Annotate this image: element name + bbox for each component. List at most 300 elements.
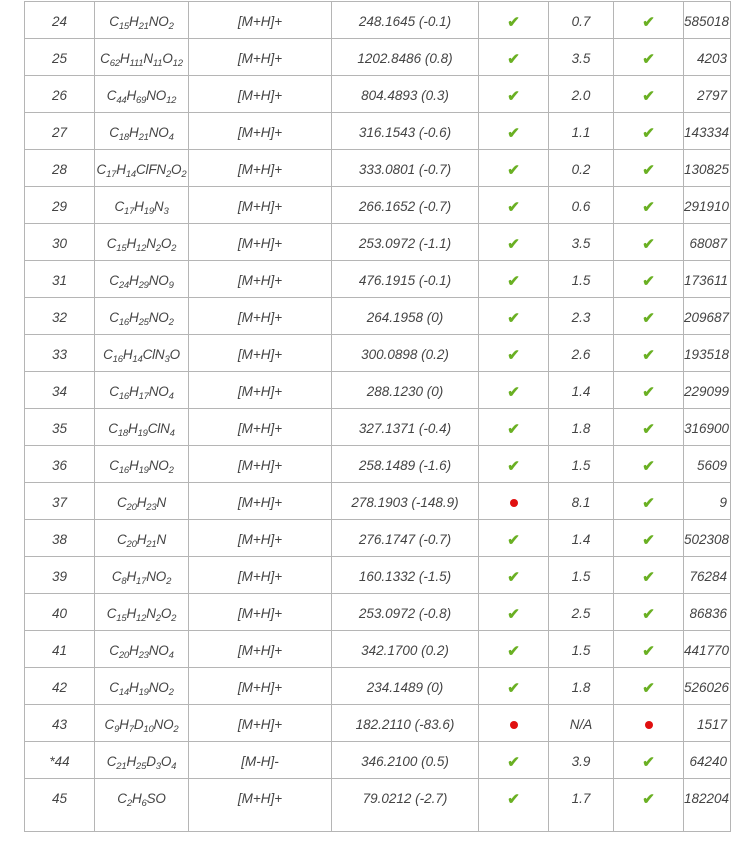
formula-element: C bbox=[114, 199, 124, 214]
compound-number: 32 bbox=[51, 310, 68, 325]
formula-subscript: 44 bbox=[116, 95, 127, 106]
measured-mass: 182.2110 (-83.6) bbox=[355, 717, 455, 732]
compound-id-cell bbox=[684, 446, 731, 483]
retention-value: 2.6 bbox=[571, 347, 591, 362]
retention-value-cell bbox=[549, 742, 614, 779]
checkmark-icon: ✔ bbox=[507, 51, 520, 68]
formula-element: H bbox=[116, 162, 126, 177]
rt-status bbox=[614, 335, 683, 363]
checkmark-icon: ✔ bbox=[642, 88, 655, 105]
formula-subscript: 19 bbox=[138, 687, 149, 698]
compound-number: 38 bbox=[51, 532, 68, 547]
formula-element: C bbox=[117, 791, 127, 806]
compound-id-cell bbox=[684, 335, 731, 372]
formula-element: C bbox=[109, 310, 119, 325]
table-row bbox=[25, 2, 731, 39]
rt-status bbox=[614, 409, 683, 437]
formula-subscript: 3 bbox=[164, 354, 170, 365]
red-dot-icon bbox=[510, 499, 518, 507]
formula-element: N bbox=[156, 532, 167, 547]
formula-element: N bbox=[146, 606, 156, 621]
retention-value: 1.1 bbox=[571, 125, 591, 140]
compound-id: 585018 bbox=[684, 14, 730, 29]
compound-number-cell bbox=[25, 2, 95, 39]
measured-mass: 258.1489 (-1.6) bbox=[358, 458, 452, 473]
molecular-formula bbox=[95, 705, 188, 735]
rt-status-cell bbox=[614, 594, 684, 631]
compound-number-cell bbox=[25, 372, 95, 409]
formula-subscript: 2 bbox=[173, 724, 179, 735]
retention-value-cell bbox=[549, 335, 614, 372]
mass-status-cell bbox=[479, 187, 549, 224]
formula-subscript: 6 bbox=[141, 798, 147, 809]
compound-id-cell bbox=[684, 2, 731, 39]
molecular-formula bbox=[95, 113, 188, 143]
formula-subscript: 3 bbox=[163, 206, 169, 217]
measured-mass: 276.1747 (-0.7) bbox=[358, 532, 452, 547]
formula-cell bbox=[95, 779, 189, 832]
rt-status bbox=[614, 705, 683, 732]
mass-status-cell bbox=[479, 446, 549, 483]
rt-status bbox=[614, 150, 683, 178]
formula-element: H bbox=[129, 310, 139, 325]
formula-element: SO bbox=[146, 791, 166, 806]
mass-status-cell bbox=[479, 557, 549, 594]
compound-number-cell bbox=[25, 113, 95, 150]
formula-element: H bbox=[136, 495, 147, 510]
adduct: [M+H]+ bbox=[237, 88, 283, 103]
adduct-cell bbox=[189, 779, 332, 832]
compound-id: 173611 bbox=[684, 273, 729, 288]
mass-status bbox=[479, 409, 548, 437]
rt-status-cell bbox=[614, 631, 684, 668]
formula-element: H bbox=[129, 273, 139, 288]
adduct: [M+H]+ bbox=[237, 162, 283, 177]
compound-number-cell bbox=[25, 742, 95, 779]
mass-status-cell bbox=[479, 150, 549, 187]
formula-element: O bbox=[169, 347, 180, 362]
measured-mass-cell bbox=[332, 631, 479, 668]
formula-subscript: 3 bbox=[155, 761, 161, 772]
adduct: [M+H]+ bbox=[237, 421, 283, 436]
compound-number: 39 bbox=[51, 569, 68, 584]
formula-element: H bbox=[119, 717, 129, 732]
adduct-cell bbox=[189, 705, 332, 742]
compound-id: 291910 bbox=[684, 199, 730, 214]
measured-mass: 266.1652 (-0.7) bbox=[358, 199, 452, 214]
compound-table bbox=[24, 1, 731, 832]
formula-element: NO bbox=[148, 384, 169, 399]
formula-subscript: 2 bbox=[155, 613, 161, 624]
formula-element: N bbox=[153, 199, 164, 214]
formula-element: H bbox=[128, 421, 138, 436]
formula-element: ClN bbox=[142, 347, 165, 362]
compound-id: 229099 bbox=[684, 384, 730, 399]
adduct-cell bbox=[189, 631, 332, 668]
formula-cell bbox=[95, 39, 189, 76]
formula-element: C bbox=[109, 643, 119, 658]
formula-subscript: 20 bbox=[126, 502, 137, 513]
compound-id: 5609 bbox=[696, 458, 727, 473]
checkmark-icon: ✔ bbox=[642, 532, 655, 549]
compound-id: 316900 bbox=[684, 421, 730, 436]
mass-status bbox=[479, 557, 548, 585]
table-row bbox=[25, 150, 731, 187]
molecular-formula bbox=[95, 224, 188, 254]
compound-id: 182204 bbox=[684, 791, 730, 806]
formula-element: H bbox=[129, 680, 139, 695]
checkmark-icon: ✔ bbox=[642, 125, 655, 142]
formula-cell bbox=[95, 2, 189, 39]
formula-element: H bbox=[129, 643, 139, 658]
formula-element: H bbox=[134, 199, 144, 214]
compound-number-cell bbox=[25, 187, 95, 224]
red-dot-icon bbox=[510, 721, 518, 729]
formula-subscript: 2 bbox=[181, 169, 187, 180]
formula-subscript: 21 bbox=[138, 132, 149, 143]
table-row bbox=[25, 631, 731, 668]
retention-value-cell bbox=[549, 113, 614, 150]
formula-subscript: 15 bbox=[116, 613, 127, 624]
table-row bbox=[25, 409, 731, 446]
compound-number-cell bbox=[25, 594, 95, 631]
adduct-cell bbox=[189, 113, 332, 150]
formula-subscript: 19 bbox=[143, 206, 154, 217]
measured-mass: 316.1543 (-0.6) bbox=[358, 125, 452, 140]
formula-subscript: 21 bbox=[146, 539, 157, 550]
mass-status-cell bbox=[479, 520, 549, 557]
mass-status bbox=[479, 372, 548, 400]
mass-status bbox=[479, 298, 548, 326]
table-body bbox=[25, 2, 731, 832]
formula-subscript: 15 bbox=[116, 243, 127, 254]
retention-value-cell bbox=[549, 779, 614, 832]
rt-status bbox=[614, 39, 683, 67]
mass-status bbox=[479, 2, 548, 30]
mass-status-cell bbox=[479, 372, 549, 409]
checkmark-icon: ✔ bbox=[507, 384, 520, 401]
mass-status bbox=[479, 335, 548, 363]
adduct: [M+H]+ bbox=[237, 495, 283, 510]
compound-id: 441770 bbox=[684, 643, 730, 658]
formula-subscript: 23 bbox=[146, 502, 157, 513]
formula-subscript: 4 bbox=[169, 428, 175, 439]
compound-id: 64240 bbox=[689, 754, 727, 769]
compound-id-cell bbox=[684, 150, 731, 187]
checkmark-icon: ✔ bbox=[642, 236, 655, 253]
compound-id: 209687 bbox=[684, 310, 730, 325]
checkmark-icon: ✔ bbox=[642, 754, 655, 771]
measured-mass-cell bbox=[332, 742, 479, 779]
retention-value-cell bbox=[549, 76, 614, 113]
formula-element: NO bbox=[148, 643, 169, 658]
formula-element: N bbox=[143, 51, 153, 66]
retention-value: 1.5 bbox=[571, 569, 591, 584]
compound-id: 9 bbox=[719, 495, 727, 510]
formula-subscript: 69 bbox=[136, 95, 147, 106]
adduct: [M+H]+ bbox=[237, 643, 283, 658]
mass-status-cell bbox=[479, 409, 549, 446]
compound-number: 41 bbox=[51, 643, 68, 658]
retention-value-cell bbox=[549, 557, 614, 594]
formula-cell bbox=[95, 298, 189, 335]
measured-mass-cell bbox=[332, 409, 479, 446]
formula-subscript: 2 bbox=[168, 687, 174, 698]
formula-element: C bbox=[104, 717, 115, 732]
molecular-formula bbox=[95, 779, 188, 809]
compound-id-cell bbox=[684, 668, 731, 705]
compound-id: 526026 bbox=[684, 680, 730, 695]
compound-number: 26 bbox=[51, 88, 68, 103]
formula-element: C bbox=[109, 384, 119, 399]
formula-cell bbox=[95, 150, 189, 187]
molecular-formula bbox=[95, 520, 188, 550]
retention-value: 1.5 bbox=[571, 643, 591, 658]
rt-status-cell bbox=[614, 150, 684, 187]
compound-number: 40 bbox=[51, 606, 68, 621]
compound-number: 25 bbox=[51, 51, 68, 66]
formula-element: C bbox=[109, 273, 119, 288]
formula-cell bbox=[95, 113, 189, 150]
compound-number-cell bbox=[25, 150, 95, 187]
molecular-formula bbox=[95, 187, 188, 217]
formula-element: C bbox=[116, 495, 127, 510]
rt-status-cell bbox=[614, 39, 684, 76]
retention-value: 2.0 bbox=[571, 88, 591, 103]
formula-subscript: 2 bbox=[155, 243, 161, 254]
compound-number: 37 bbox=[51, 495, 68, 510]
formula-element: H bbox=[119, 51, 130, 66]
formula-element: H bbox=[126, 606, 137, 621]
mass-status bbox=[479, 520, 548, 548]
adduct-cell bbox=[189, 372, 332, 409]
measured-mass: 346.2100 (0.5) bbox=[361, 754, 449, 769]
rt-status-cell bbox=[614, 76, 684, 113]
checkmark-icon: ✔ bbox=[507, 569, 520, 586]
formula-cell bbox=[95, 224, 189, 261]
retention-value: N/A bbox=[569, 717, 593, 732]
formula-cell bbox=[95, 76, 189, 113]
measured-mass-cell bbox=[332, 372, 479, 409]
rt-status bbox=[614, 594, 683, 622]
formula-subscript: 11 bbox=[152, 58, 163, 69]
rt-status-cell bbox=[614, 557, 684, 594]
formula-element: C bbox=[109, 458, 119, 473]
formula-element: O bbox=[171, 162, 182, 177]
retention-value-cell bbox=[549, 594, 614, 631]
rt-status-cell bbox=[614, 409, 684, 446]
formula-subscript: 29 bbox=[138, 280, 149, 291]
rt-status bbox=[614, 742, 683, 770]
retention-value-cell bbox=[549, 187, 614, 224]
compound-id-cell bbox=[684, 372, 731, 409]
formula-cell bbox=[95, 409, 189, 446]
compound-number: 43 bbox=[51, 717, 68, 732]
table-row bbox=[25, 779, 731, 832]
compound-id: 2797 bbox=[696, 88, 727, 103]
formula-subscript: 9 bbox=[168, 280, 174, 291]
formula-element: C bbox=[108, 421, 118, 436]
formula-element: C bbox=[116, 532, 127, 547]
checkmark-icon: ✔ bbox=[507, 310, 520, 327]
compound-id: 4203 bbox=[696, 51, 727, 66]
adduct: [M+H]+ bbox=[237, 717, 283, 732]
checkmark-icon: ✔ bbox=[507, 791, 520, 808]
formula-element: N bbox=[146, 236, 156, 251]
rt-status bbox=[614, 113, 683, 141]
formula-subscript: 18 bbox=[118, 132, 130, 143]
adduct-cell bbox=[189, 520, 332, 557]
adduct-cell bbox=[189, 557, 332, 594]
measured-mass-cell bbox=[332, 187, 479, 224]
retention-value: 0.6 bbox=[571, 199, 591, 214]
checkmark-icon: ✔ bbox=[642, 458, 655, 475]
mass-status bbox=[479, 261, 548, 289]
checkmark-icon: ✔ bbox=[507, 458, 520, 475]
measured-mass-cell bbox=[332, 594, 479, 631]
adduct: [M+H]+ bbox=[237, 680, 283, 695]
retention-value-cell bbox=[549, 483, 614, 520]
mass-status-cell bbox=[479, 76, 549, 113]
compound-number: *44 bbox=[49, 754, 70, 769]
measured-mass-cell bbox=[332, 668, 479, 705]
mass-status-cell bbox=[479, 224, 549, 261]
adduct-cell bbox=[189, 76, 332, 113]
rt-status-cell bbox=[614, 779, 684, 832]
formula-subscript: 21 bbox=[116, 761, 127, 772]
compound-number: 36 bbox=[51, 458, 68, 473]
formula-subscript: 17 bbox=[138, 391, 149, 402]
retention-value-cell bbox=[549, 224, 614, 261]
mass-status-cell bbox=[479, 742, 549, 779]
formula-element: C bbox=[109, 125, 119, 140]
checkmark-icon: ✔ bbox=[642, 680, 655, 697]
rt-status-cell bbox=[614, 261, 684, 298]
retention-value: 1.8 bbox=[571, 421, 591, 436]
formula-element: C bbox=[96, 162, 107, 177]
mass-status bbox=[479, 224, 548, 252]
measured-mass-cell bbox=[332, 446, 479, 483]
mass-status-cell bbox=[479, 2, 549, 39]
molecular-formula bbox=[95, 668, 188, 698]
mass-status bbox=[479, 76, 548, 104]
formula-element: H bbox=[126, 569, 137, 584]
formula-cell bbox=[95, 446, 189, 483]
measured-mass-cell bbox=[332, 261, 479, 298]
compound-number-cell bbox=[25, 76, 95, 113]
table-row bbox=[25, 557, 731, 594]
retention-value: 1.4 bbox=[571, 384, 591, 399]
mass-status-cell bbox=[479, 594, 549, 631]
molecular-formula bbox=[95, 298, 188, 328]
formula-subscript: 17 bbox=[136, 576, 147, 587]
rt-status-cell bbox=[614, 187, 684, 224]
compound-id-cell bbox=[684, 39, 731, 76]
measured-mass-cell bbox=[332, 298, 479, 335]
adduct: [M+H]+ bbox=[237, 125, 283, 140]
compound-id-cell bbox=[684, 705, 731, 742]
measured-mass-cell bbox=[332, 483, 479, 520]
retention-value-cell bbox=[549, 2, 614, 39]
compound-number: 27 bbox=[51, 125, 68, 140]
mass-status bbox=[479, 594, 548, 622]
compound-number-cell bbox=[25, 39, 95, 76]
measured-mass: 804.4893 (0.3) bbox=[361, 88, 449, 103]
retention-value-cell bbox=[549, 705, 614, 742]
rt-status-cell bbox=[614, 446, 684, 483]
formula-subscript: 23 bbox=[138, 650, 149, 661]
formula-subscript: 16 bbox=[118, 391, 130, 402]
formula-cell bbox=[95, 742, 189, 779]
formula-element: C bbox=[106, 88, 117, 103]
formula-element: C bbox=[109, 14, 119, 29]
retention-value-cell bbox=[549, 298, 614, 335]
compound-id-cell bbox=[684, 594, 731, 631]
compound-number-cell bbox=[25, 520, 95, 557]
compound-number-cell bbox=[25, 446, 95, 483]
table-row bbox=[25, 594, 731, 631]
rt-status-cell bbox=[614, 335, 684, 372]
adduct: [M+H]+ bbox=[237, 273, 283, 288]
compound-number-cell bbox=[25, 631, 95, 668]
compound-number: 42 bbox=[51, 680, 68, 695]
formula-subscript: 8 bbox=[121, 576, 127, 587]
compound-id-cell bbox=[684, 409, 731, 446]
molecular-formula bbox=[95, 594, 188, 624]
compound-id: 76284 bbox=[689, 569, 727, 584]
compound-number: 29 bbox=[51, 199, 68, 214]
mass-status bbox=[479, 631, 548, 659]
retention-value-cell bbox=[549, 668, 614, 705]
adduct-cell bbox=[189, 298, 332, 335]
mass-status bbox=[479, 742, 548, 770]
table-row bbox=[25, 187, 731, 224]
table-row bbox=[25, 39, 731, 76]
table-row bbox=[25, 483, 731, 520]
mass-status-cell bbox=[479, 335, 549, 372]
measured-mass: 248.1645 (-0.1) bbox=[358, 14, 452, 29]
formula-element: NO bbox=[148, 458, 169, 473]
checkmark-icon: ✔ bbox=[507, 236, 520, 253]
molecular-formula bbox=[95, 742, 188, 772]
measured-mass: 327.1371 (-0.4) bbox=[358, 421, 452, 436]
retention-value: 8.1 bbox=[571, 495, 591, 510]
measured-mass: 342.1700 (0.2) bbox=[361, 643, 449, 658]
adduct: [M+H]+ bbox=[237, 199, 283, 214]
retention-value: 1.5 bbox=[571, 458, 591, 473]
table-row bbox=[25, 668, 731, 705]
formula-subscript: 14 bbox=[132, 354, 143, 365]
checkmark-icon: ✔ bbox=[642, 51, 655, 68]
adduct-cell bbox=[189, 150, 332, 187]
compound-id: 86836 bbox=[689, 606, 727, 621]
formula-element: O bbox=[160, 754, 172, 769]
retention-value: 2.5 bbox=[571, 606, 591, 621]
formula-element: H bbox=[126, 236, 137, 251]
measured-mass: 234.1489 (0) bbox=[366, 680, 444, 695]
compound-id: 1517 bbox=[696, 717, 727, 732]
mass-status bbox=[479, 483, 548, 510]
formula-subscript: 2 bbox=[166, 576, 172, 587]
checkmark-icon: ✔ bbox=[507, 421, 520, 438]
retention-value-cell bbox=[549, 631, 614, 668]
formula-element: NO bbox=[148, 125, 169, 140]
molecular-formula bbox=[95, 483, 188, 513]
compound-number: 45 bbox=[51, 791, 68, 806]
molecular-formula bbox=[95, 335, 188, 365]
formula-subscript: 19 bbox=[138, 465, 149, 476]
formula-element: NO bbox=[153, 717, 174, 732]
